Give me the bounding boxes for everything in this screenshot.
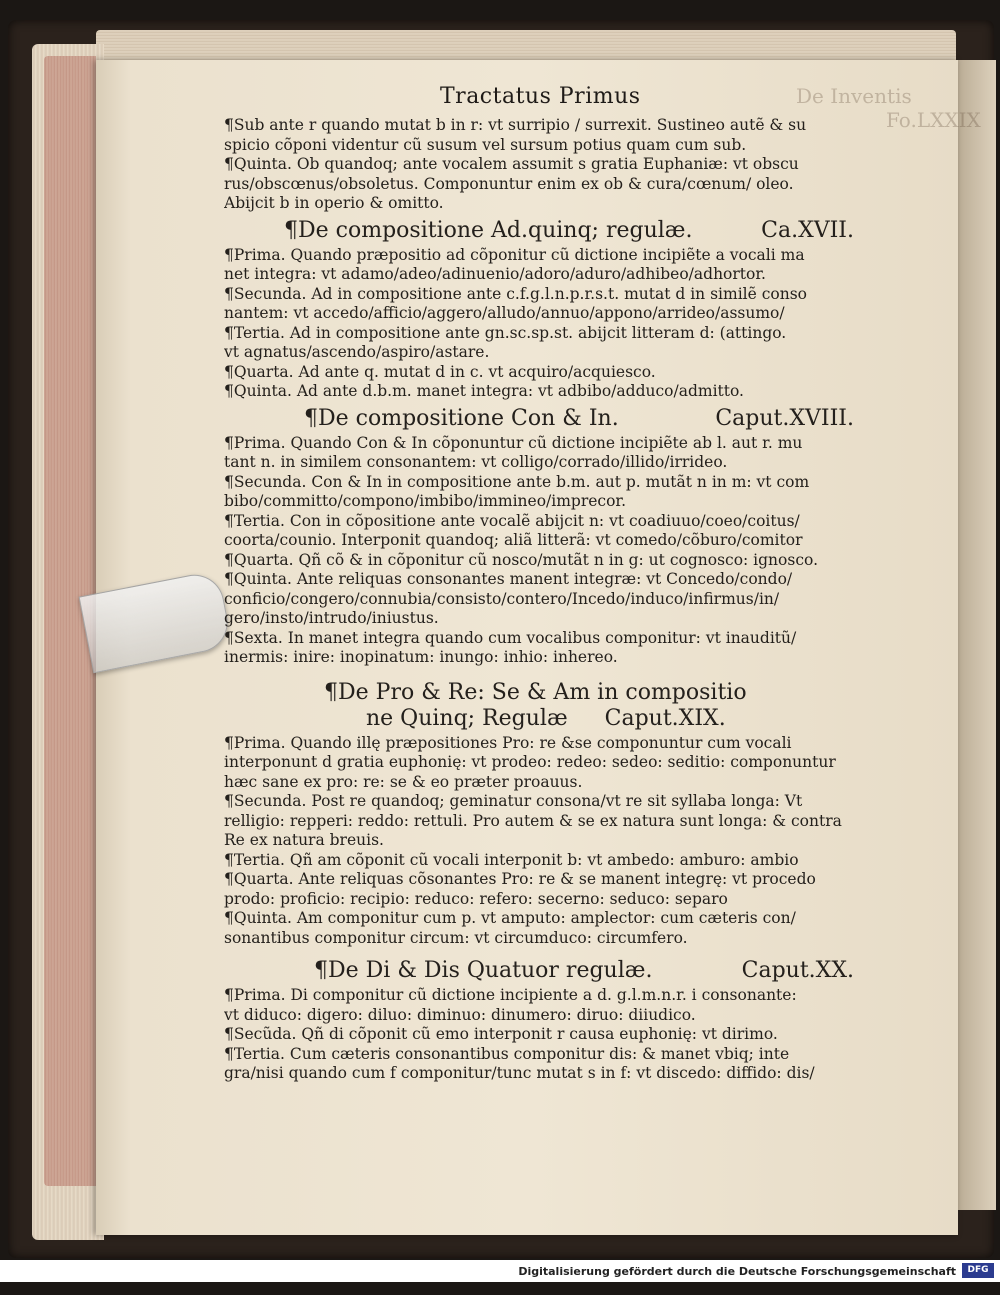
text-line: ¶Tertia. Qñ am cõponit cũ vocali interponit b: vt ambedo: amburo: ambio <box>224 850 799 869</box>
ghost-text-2: Fo.LXXIX <box>886 108 981 132</box>
text-line: ¶Quinta. Ante reliquas consonantes manent integræ: vt Concedo/condo/ <box>224 570 793 588</box>
chapter-heading <box>314 956 864 986</box>
text-line: gero/insto/intrudo/iniustus. <box>224 609 439 627</box>
text-line: ¶Quarta. Ad ante q. mutat d in c. vt acquiro/acquiesco. <box>224 362 656 381</box>
funding-credit: Digitalisierung gefördert durch die Deutsche Forschungsgemeinschaft <box>518 1265 956 1278</box>
text-line: rus/obscœnus/obsoletus. Componuntur enim ex ob & cura/cœnum/ oleo. <box>224 174 794 193</box>
text-line: inermis: inire: inopinatum: inungo: inhio: inhereo. <box>224 648 618 666</box>
text-line: ¶Sexta. In manet integra quando cum vocalibus componitur: vt inauditũ/ <box>224 628 797 647</box>
text-line: conficio/congero/connubia/consisto/contero/Incedo/induco/infirmus/in/ <box>224 589 780 608</box>
text-line: ¶Quarta. Qñ cõ & in cõponitur cũ nosco/mutãt n in g: ut cognosco: ignosco. <box>224 550 818 569</box>
dfg-logo: DFG <box>962 1263 994 1278</box>
text-line: ¶Prima. Quando Con & In cõponuntur cũ dictione incipiẽte ab l. aut r. mu <box>224 433 803 452</box>
text-line: ¶Secũda. Qñ di cõponit cũ emo interponit r causa euphonię: vt dirimo. <box>224 1025 778 1043</box>
text-line: ¶Tertia. Cum cæteris consonantibus componitur dis: & manet vbiq; inte <box>224 1044 790 1063</box>
text-line: hæc sane ex pro: re: se & eo præter proauus. <box>224 772 583 791</box>
chapter-title: ¶De compositione Con & In. <box>304 405 619 431</box>
chapter-number: Ca.XVII. <box>761 217 854 243</box>
ghost-text-1: De Inventis <box>796 84 912 108</box>
text-line: ¶Secunda. Con & In in compositione ante b.m. aut p. mutãt n in m: vt com <box>224 472 810 491</box>
text-line: ¶Sub ante r quando mutat b in r: vt surripio / surrexit. Sustineo autẽ & su <box>224 116 807 134</box>
text-line: ¶Prima. Quando præpositio ad cõponitur cũ dictione incipiẽte a vocali ma <box>224 245 805 264</box>
text-line: ¶Prima. Di componitur cũ dictione incipiente a d. g.l.m.n.r. i consonante: <box>224 986 797 1004</box>
text-line: ¶Quinta. Ob quandoq; ante vocalem assumit s gratia Euphaniæ: vt obscu <box>224 155 799 173</box>
text-line: bibo/committo/compono/imbibo/immineo/imprecor. <box>224 492 627 510</box>
text-line: ¶Tertia. Ad in compositione ante gn.sc.sp.st. abijcit litteram d: (attingo. <box>224 323 787 342</box>
text-line: interponunt d gratia euphonię: vt prodeo: redeo: sedeo: seditio: componuntur <box>224 753 836 771</box>
text-line: gra/nisi quando cum f componitur/tunc mutat s in f: vt discedo: diffido: dis/ <box>224 1064 815 1082</box>
chapter-title-continued: ne Quinq; Regulæ <box>366 705 568 731</box>
chapter-title: ¶De compositione Ad.quinq; regulæ. <box>284 217 693 243</box>
text-line: tant n. in similem consonantem: vt colligo/corrado/illido/irrideo. <box>224 453 728 471</box>
facing-page-edge <box>956 60 996 1210</box>
text-line: spicio cõponi videntur cũ susum vel sursum potius quam cum sub. <box>224 135 747 154</box>
text-line: ¶Secunda. Ad in compositione ante c.f.g.l.n.p.r.s.t. mutat d in similẽ conso <box>224 284 807 303</box>
text-line: ¶Quinta. Am componitur cum p. vt amputo: amplector: cum cæteris con/ <box>224 909 796 927</box>
chapter-title: ¶De Di & Dis Quatuor regulæ. <box>314 958 653 983</box>
chapter-heading <box>304 404 864 434</box>
chapter-number: Caput.XIX. <box>604 705 726 731</box>
text-line: Abijcit b in operio & omitto. <box>224 194 444 212</box>
text-line: vt agnatus/ascendo/aspiro/astare. <box>224 343 490 361</box>
text-line: coorta/counio. Interponit quandoq; aliã litterã: vt comedo/cõburo/comitor <box>224 531 803 549</box>
digitization-footer <box>0 1260 1000 1282</box>
text-line: ¶Quarta. Ante reliquas cõsonantes Pro: re & se manent integrę: vt procedo <box>224 870 816 888</box>
text-line: net integra: vt adamo/adeo/adinuenio/adoro/aduro/adhibeo/adhortor. <box>224 265 766 283</box>
text-line: ¶Tertia. Con in cõpositione ante vocalẽ abijcit n: vt coadiuuo/coeo/coitus/ <box>224 511 800 530</box>
text-line: ¶Secunda. Post re quandoq; geminatur consona/vt re sit syllaba longa: Vt <box>224 792 803 810</box>
text-line: relligio: repperi: reddo: rettuli. Pro autem & se ex natura sunt longa: & contra <box>224 811 842 830</box>
chapter-heading <box>284 216 864 246</box>
text-line: ¶Prima. Quando illę præpositiones Pro: re &se componuntur cum vocali <box>224 733 792 752</box>
text-line: ¶Quinta. Ad ante d.b.m. manet integra: vt adbibo/adduco/admitto. <box>224 382 744 400</box>
page-text <box>224 116 864 1084</box>
text-line: vt diduco: digero: diluo: diminuo: dinumero: diruo: diiudico. <box>224 1005 696 1024</box>
text-line: nantem: vt accedo/afficio/aggero/alludo/annuo/appono/arrideo/assumo/ <box>224 304 785 322</box>
chapter-heading-continued <box>366 704 864 734</box>
chapter-number: Caput.XVIII. <box>715 405 854 431</box>
text-line: prodo: proficio: recipio: reduco: refero: secerno: seduco: separo <box>224 889 728 908</box>
text-line: sonantibus componitur circum: vt circumduco: circumfero. <box>224 928 688 947</box>
chapter-number: Caput.XX. <box>741 958 854 983</box>
bookmark-slip <box>79 570 233 674</box>
chapter-title: ¶De Pro & Re: Se & Am in compositio <box>324 679 747 705</box>
text-line: Re ex natura breuis. <box>224 831 384 849</box>
running-header: Tractatus Primus <box>440 84 641 109</box>
